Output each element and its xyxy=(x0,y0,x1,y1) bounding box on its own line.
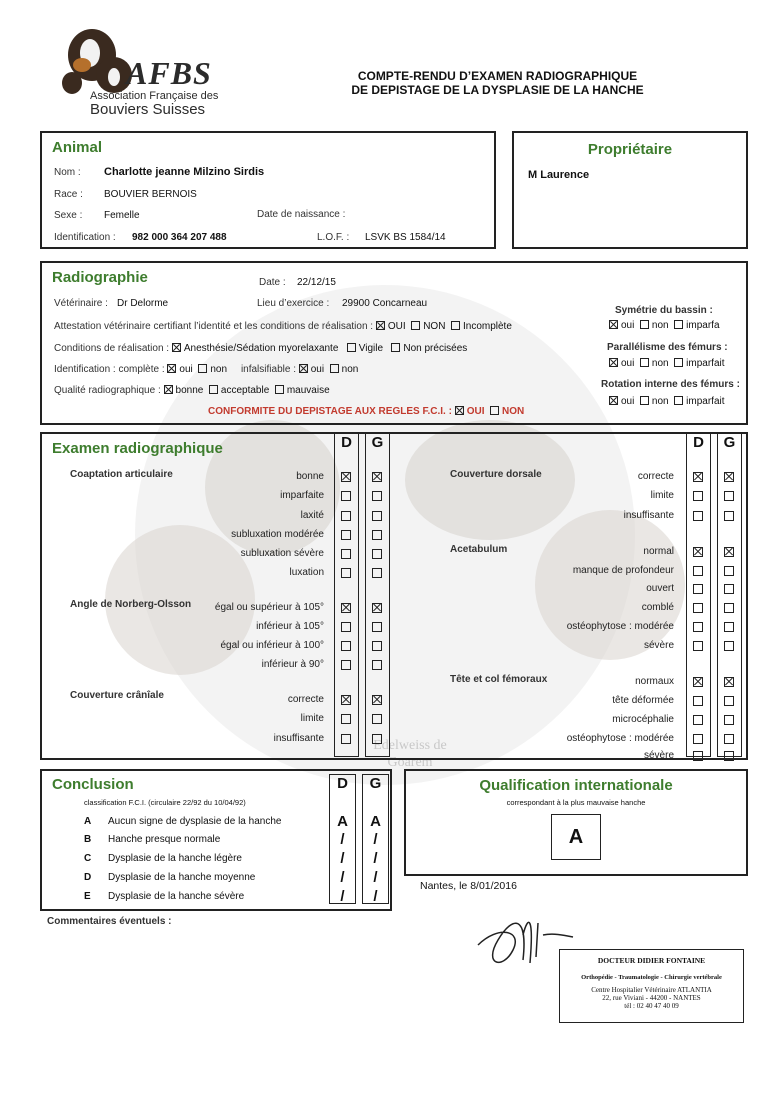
qualification-subtitle: correspondant à la plus mauvaise hanche xyxy=(506,798,646,807)
right-tete-item: tête déformée xyxy=(612,695,674,706)
qualite-acceptable-label: acceptable xyxy=(220,385,270,396)
left-norberg-g-checkbox[interactable] xyxy=(372,641,382,651)
conformite-non-checkbox[interactable] xyxy=(490,406,499,415)
animal-section xyxy=(40,131,496,249)
left-coaptation-d-checkbox[interactable] xyxy=(341,491,351,501)
non-precisees-checkbox[interactable] xyxy=(391,343,400,352)
identification-row xyxy=(54,364,358,375)
veterinarian-stamp xyxy=(559,949,744,1023)
right-dorsale-item: limite xyxy=(650,490,674,501)
parallelisme-title: Parallélisme des fémurs : xyxy=(607,342,728,353)
d-label: D xyxy=(693,434,704,451)
logo-subtitle-2: Bouviers Suisses xyxy=(90,101,206,118)
left-norberg-d-checkbox[interactable] xyxy=(341,603,351,613)
left-cranial-d-checkbox[interactable] xyxy=(341,714,351,724)
symetrie-oui-label: oui xyxy=(621,320,635,331)
left-coaptation-item: bonne xyxy=(296,471,324,482)
identification-value: 982 000 364 207 488 xyxy=(132,232,227,243)
left-coaptation-d-checkbox[interactable] xyxy=(341,530,351,540)
parallelisme-oui-label: oui xyxy=(621,358,635,369)
rotation-non-label: non xyxy=(651,396,669,407)
afbs-logo xyxy=(62,25,227,120)
document-title-2: DE DEPISTAGE DE LA DYSPLASIE DE LA HANCHE xyxy=(351,83,644,97)
qualite-label: Qualité radiographique : xyxy=(54,385,161,396)
infalsifiable-oui-checkbox[interactable] xyxy=(299,364,308,373)
g-label: G xyxy=(371,434,384,451)
right-tete-d-checkbox[interactable] xyxy=(693,734,703,744)
dorsale-title: Couverture dorsale xyxy=(450,469,542,480)
right-tete-item: normaux xyxy=(635,676,674,687)
date-label: Date : xyxy=(259,277,286,288)
right-dorsale-item: insuffisante xyxy=(623,510,674,521)
qualite-bonne-label: bonne xyxy=(175,385,204,396)
right-acetabulum-d-checkbox[interactable] xyxy=(693,566,703,576)
conclusion-section xyxy=(40,769,392,911)
right-acetabulum-g-checkbox[interactable] xyxy=(724,641,734,651)
left-norberg-item: inférieur à 90° xyxy=(261,659,324,670)
qualite-mauvaise-label: mauvaise xyxy=(286,385,330,396)
g-label: G xyxy=(369,775,382,792)
qualification-section xyxy=(404,769,748,876)
lof-value: LSVK BS 1584/14 xyxy=(365,232,446,243)
conclusion-text: Aucun signe de dysplasie de la hanche xyxy=(108,816,282,827)
conclusion-title: Conclusion xyxy=(52,776,134,793)
watermark-text: Edelweiss de Goarem xyxy=(373,738,447,770)
d-label: D xyxy=(341,434,352,451)
conclusion-text: Dysplasie de la hanche légère xyxy=(108,853,242,864)
conclusion-d-value: / xyxy=(340,831,345,848)
infalsifiable-non-label: non xyxy=(341,364,359,375)
radiographie-section xyxy=(40,261,748,425)
left-cranial-g-checkbox[interactable] xyxy=(372,695,382,705)
race-label: Race : xyxy=(54,189,83,200)
left-coaptation-item: imparfaite xyxy=(280,490,324,501)
right-dorsale-g-checkbox[interactable] xyxy=(724,491,734,501)
sexe-value: Femelle xyxy=(104,210,140,221)
qualite-bonne-checkbox[interactable] xyxy=(164,385,173,394)
qualification-grade-box xyxy=(551,814,601,860)
left-norberg-d-checkbox[interactable] xyxy=(341,622,351,632)
right-tete-item: microcéphalie xyxy=(612,714,674,725)
right-dorsale-d-checkbox[interactable] xyxy=(693,511,703,521)
right-tete-g-checkbox[interactable] xyxy=(724,734,734,744)
conclusion-letter: C xyxy=(84,853,92,864)
nom-label: Nom : xyxy=(54,167,81,178)
logo-subtitle-1: Association Française des xyxy=(90,90,219,102)
norberg-title: Angle de Norberg-Olsson xyxy=(70,599,192,610)
radiographie-title: Radiographie xyxy=(52,269,148,286)
right-dorsale-g-checkbox[interactable] xyxy=(724,472,734,482)
left-cranial-g-checkbox[interactable] xyxy=(372,734,382,744)
right-acetabulum-d-checkbox[interactable] xyxy=(693,603,703,613)
left-norberg-g-checkbox[interactable] xyxy=(372,603,382,613)
coaptation-title: Coaptation articulaire xyxy=(70,469,173,480)
conclusion-text: Dysplasie de la hanche moyenne xyxy=(108,872,256,883)
right-acetabulum-g-checkbox[interactable] xyxy=(724,566,734,576)
vet-label: Vétérinaire : xyxy=(54,298,108,309)
right-tete-item: ostéophytose : modérée xyxy=(566,733,674,744)
conclusion-d-value: / xyxy=(340,850,345,867)
left-coaptation-g-checkbox[interactable] xyxy=(372,491,382,501)
lof-label: L.O.F. : xyxy=(317,232,350,243)
qualification-title: Qualification internationale xyxy=(479,777,673,794)
conditions-label: Conditions de réalisation : xyxy=(54,343,170,354)
acetabulum-title: Acetabulum xyxy=(450,544,508,555)
conclusion-letter: B xyxy=(84,834,92,845)
right-acetabulum-item: ostéophytose : modérée xyxy=(566,621,674,632)
tete-title: Tête et col fémoraux xyxy=(450,674,548,685)
conclusion-text: Hanche presque normale xyxy=(108,834,221,845)
right-acetabulum-d-checkbox[interactable] xyxy=(693,641,703,651)
dob-label: Date de naissance : xyxy=(257,209,346,220)
symetrie-imparfait-label: imparfa xyxy=(686,320,720,331)
qualite-mauvaise-checkbox[interactable] xyxy=(275,385,284,394)
left-norberg-item: inférieur à 105° xyxy=(256,621,324,632)
rotation-row xyxy=(609,396,725,407)
right-acetabulum-d-checkbox[interactable] xyxy=(693,622,703,632)
infalsifiable-non-checkbox[interactable] xyxy=(330,364,339,373)
parallelisme-non-checkbox[interactable] xyxy=(640,358,649,367)
owner-section xyxy=(512,131,748,249)
conformite-non-label: NON xyxy=(502,406,525,417)
left-norberg-d-checkbox[interactable] xyxy=(341,660,351,670)
attestation-incomplete-checkbox[interactable] xyxy=(451,321,460,330)
infalsifiable-label: infalsifiable : xyxy=(240,364,296,375)
conclusion-g-value: / xyxy=(373,888,378,905)
right-tete-g-checkbox[interactable] xyxy=(724,715,734,725)
right-acetabulum-d-checkbox[interactable] xyxy=(693,547,703,557)
left-norberg-g-checkbox[interactable] xyxy=(372,622,382,632)
right-dorsale-d-checkbox[interactable] xyxy=(693,491,703,501)
symetrie-non-label: non xyxy=(651,320,669,331)
right-dorsale-g-checkbox[interactable] xyxy=(724,511,734,521)
right-tete-g-checkbox[interactable] xyxy=(724,751,734,761)
conclusion-d-value: / xyxy=(340,888,345,905)
right-acetabulum-g-checkbox[interactable] xyxy=(724,603,734,613)
date-value: 22/12/15 xyxy=(297,277,336,288)
right-acetabulum-item: sévère xyxy=(643,640,674,651)
right-tete-item: sévère xyxy=(643,750,674,761)
non-precisees-label: Non précisées xyxy=(403,343,468,354)
right-acetabulum-item: ouvert xyxy=(646,583,674,594)
cranial-title: Couverture crânîale xyxy=(70,690,164,701)
logo-text: AFBS xyxy=(126,55,212,91)
lieu-value: 29900 Concarneau xyxy=(342,298,428,309)
conclusion-letter: D xyxy=(84,872,92,883)
conclusion-subtitle: classification F.C.I. (circulaire 22/92 du 10/04/92) xyxy=(84,798,246,807)
comments-label: Commentaires éventuels : xyxy=(47,916,172,927)
owner-name: M Laurence xyxy=(528,169,590,181)
symetrie-imparfait-checkbox[interactable] xyxy=(674,320,683,329)
right-tete-g-checkbox[interactable] xyxy=(724,677,734,687)
right-tete-d-checkbox[interactable] xyxy=(693,751,703,761)
right-acetabulum-g-checkbox[interactable] xyxy=(724,547,734,557)
left-cranial-item: limite xyxy=(300,713,324,724)
right-dorsale-d-checkbox[interactable] xyxy=(693,472,703,482)
complete-non-label: non xyxy=(210,364,228,375)
stamp-specialty: Orthopédie - Traumatologie - Chirurgie vertébrale xyxy=(581,974,722,981)
left-coaptation-g-checkbox[interactable] xyxy=(372,511,382,521)
left-coaptation-g-checkbox[interactable] xyxy=(372,549,382,559)
rotation-imparfait-checkbox[interactable] xyxy=(674,396,683,405)
left-coaptation-item: laxité xyxy=(300,510,324,521)
right-dorsale-item: correcte xyxy=(637,471,674,482)
ident-complete-label: complète : xyxy=(118,364,165,375)
right-acetabulum-item: comblé xyxy=(641,602,674,613)
complete-non-checkbox[interactable] xyxy=(198,364,207,373)
stamp-name: DOCTEUR DIDIER FONTAINE xyxy=(597,956,706,965)
stamp-line-3: tél : 02 40 47 40 09 xyxy=(624,1002,679,1010)
left-coaptation-d-checkbox[interactable] xyxy=(341,511,351,521)
parallelisme-non-label: non xyxy=(651,358,669,369)
stamp-line-2: 22, rue Viviani - 44200 - NANTES xyxy=(602,994,701,1002)
race-value: BOUVIER BERNOIS xyxy=(104,189,197,200)
right-acetabulum-g-checkbox[interactable] xyxy=(724,622,734,632)
right-tete-g-checkbox[interactable] xyxy=(724,696,734,706)
parallelisme-imparfait-label: imparfait xyxy=(686,358,725,369)
right-tete-d-checkbox[interactable] xyxy=(693,715,703,725)
d-label: D xyxy=(337,775,348,792)
ident-label: Identification : xyxy=(54,364,116,375)
infalsifiable-oui-label: oui xyxy=(310,364,325,375)
anesthesie-checkbox[interactable] xyxy=(172,343,181,352)
left-coaptation-item: subluxation modérée xyxy=(231,529,324,540)
sexe-label: Sexe : xyxy=(54,210,83,221)
place-date: Nantes, le 8/01/2016 xyxy=(420,880,517,892)
qualite-row xyxy=(54,385,330,396)
conclusion-d-value: / xyxy=(340,869,345,886)
conformite-oui-label: OUI xyxy=(466,406,485,417)
rotation-imparfait-label: imparfait xyxy=(686,396,725,407)
left-coaptation-g-checkbox[interactable] xyxy=(372,530,382,540)
right-acetabulum-g-checkbox[interactable] xyxy=(724,584,734,594)
left-cranial-item: insuffisante xyxy=(273,733,324,744)
attestation-oui-checkbox[interactable] xyxy=(376,321,385,330)
complete-oui-checkbox[interactable] xyxy=(167,364,176,373)
parallelisme-imparfait-checkbox[interactable] xyxy=(674,358,683,367)
complete-oui-label: oui xyxy=(179,364,193,375)
conformite-row xyxy=(208,406,524,417)
symetrie-oui-checkbox[interactable] xyxy=(609,320,618,329)
symetrie-non-checkbox[interactable] xyxy=(640,320,649,329)
qualification-grade: A xyxy=(568,826,584,848)
left-coaptation-item: subluxation sévère xyxy=(240,548,324,559)
owner-title: Propriétaire xyxy=(587,141,673,158)
left-coaptation-d-checkbox[interactable] xyxy=(341,549,351,559)
stamp-line-1: Centre Hospitalier Vétérinaire ATLANTIA xyxy=(591,986,712,994)
identification-label: Identification : xyxy=(54,232,116,243)
anesthesie-label: Anesthésie/Sédation myorelaxante xyxy=(183,343,339,354)
left-cranial-d-checkbox[interactable] xyxy=(341,695,351,705)
left-coaptation-item: luxation xyxy=(289,567,324,578)
conclusion-letter: A xyxy=(84,816,92,827)
parallelisme-row xyxy=(609,358,725,369)
left-coaptation-g-checkbox[interactable] xyxy=(372,568,382,578)
attestation-row xyxy=(54,321,512,332)
left-cranial-item: correcte xyxy=(287,694,324,705)
left-norberg-d-checkbox[interactable] xyxy=(341,641,351,651)
examen-title: Examen radiographique xyxy=(52,440,223,457)
parallelisme-oui-checkbox[interactable] xyxy=(609,358,618,367)
left-norberg-g-checkbox[interactable] xyxy=(372,660,382,670)
symetrie-row xyxy=(609,320,720,331)
rotation-title: Rotation interne des fémurs : xyxy=(601,379,740,390)
left-norberg-item: égal ou supérieur à 105° xyxy=(214,602,324,613)
vet-value: Dr Delorme xyxy=(117,298,169,309)
vigile-checkbox[interactable] xyxy=(347,343,356,352)
conditions-row xyxy=(54,343,467,354)
rotation-oui-checkbox[interactable] xyxy=(609,396,618,405)
left-coaptation-d-checkbox[interactable] xyxy=(341,472,351,482)
conclusion-g-value: / xyxy=(373,831,378,848)
left-coaptation-g-checkbox[interactable] xyxy=(372,472,382,482)
conformite-oui-checkbox[interactable] xyxy=(455,406,464,415)
attestation-label: Attestation vétérinaire certifiant l’identité et les conditions de réalisation : xyxy=(54,321,374,332)
right-acetabulum-item: normal xyxy=(643,546,674,557)
right-acetabulum-d-checkbox[interactable] xyxy=(693,584,703,594)
attestation-non-label: NON xyxy=(423,321,446,332)
right-tete-d-checkbox[interactable] xyxy=(693,696,703,706)
lieu-label: Lieu d’exercice : xyxy=(257,298,330,309)
attestation-incomplete-label: Incomplète xyxy=(462,321,512,332)
rotation-oui-label: oui xyxy=(621,396,635,407)
conclusion-letter: E xyxy=(84,891,91,902)
examen-section xyxy=(40,432,748,760)
conclusion-text: Dysplasie de la hanche sévère xyxy=(108,891,245,902)
left-cranial-d-checkbox[interactable] xyxy=(341,734,351,744)
attestation-non-checkbox[interactable] xyxy=(411,321,420,330)
animal-title: Animal xyxy=(52,139,103,156)
left-norberg-item: égal ou inférieur à 100° xyxy=(220,640,324,651)
right-acetabulum-item: manque de profondeur xyxy=(572,565,674,576)
conclusion-g-value: / xyxy=(373,850,378,867)
qualite-acceptable-checkbox[interactable] xyxy=(209,385,218,394)
conformite-label: CONFORMITE DU DEPISTAGE AUX REGLES F.C.I. : xyxy=(208,406,452,417)
document-title-1: COMPTE-RENDU D’EXAMEN RADIOGRAPHIQUE xyxy=(357,69,638,83)
rotation-non-checkbox[interactable] xyxy=(640,396,649,405)
left-cranial-g-checkbox[interactable] xyxy=(372,714,382,724)
symetrie-title: Symétrie du bassin : xyxy=(615,305,713,316)
nom-value: Charlotte jeanne Milzino Sirdis xyxy=(104,166,265,178)
conclusion-g-value: / xyxy=(373,869,378,886)
conclusion-g-value: A xyxy=(370,813,381,830)
left-coaptation-d-checkbox[interactable] xyxy=(341,568,351,578)
g-label: G xyxy=(723,434,736,451)
vigile-label: Vigile xyxy=(358,343,384,354)
conclusion-d-value: A xyxy=(337,813,348,830)
attestation-oui-label: OUI xyxy=(387,321,406,332)
right-tete-d-checkbox[interactable] xyxy=(693,677,703,687)
